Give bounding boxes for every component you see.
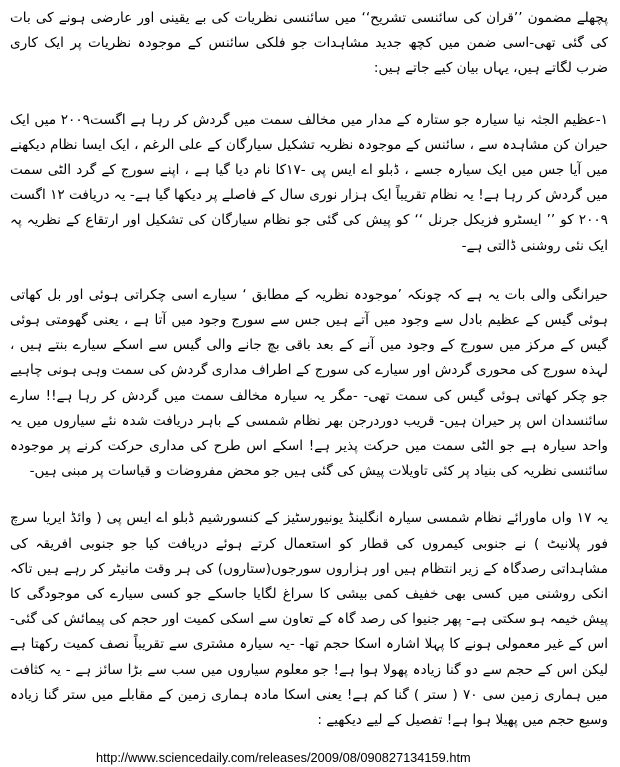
retrograde-planet-paragraph: ۱-عظیم الجثہ نیا سیارہ جو ستارہ کے مدار میں مخالف سمت میں گردش کر رہا ہے اگست۲۰۰۹ میں ایک حیران کن مشاہدہ سے ، سائنس کے موجودہ نظریہ تشکیل سیارگان کے علی الرغم ، ایک ایسا نظام دیکھنے میں آیا جس میں ایک سیارہ جسے ، ڈبلو اے ایس پی -۱۷کا نام دیا گیا ہے ، اپنے سورج کے گرد الٹی سمت میں گردش کر رہا ہے! یہ نظام تقریباً ایک ہزار نوری سال کے فاصلے پر دیکھا گیا ہے- یہ دریافت ۱۲ اگست ۲۰۰۹ کو ’’ ایسٹرو فزیکل جرنل ‘‘ کو پیش کی گئی جو نظام سیارگان کی تشکیل اور ارتقاع کے نظریہ پہ ایک نئی روشنی ڈالتی ہے- <box>10 111 608 254</box>
source-link[interactable]: http://www.sciencedaily.com/releases/2009/08/090827134159.htm <box>96 750 471 766</box>
intro-paragraph: پچھلے مضمون ’’قران کی سائنسی تشریح‘‘ میں سائنسی نظریات کی بے یقینی اور عارضی ہونے کی بات کی گئی تھی-اسی ضمن میں کچھ جدید مشاہدات جو فلکی سائنس کے موجودہ نظریات پر ایک کاری ضرب لگاتے ہیں، یہاں بیان کیے جاتے ہیں: <box>10 10 608 77</box>
discovery-details-paragraph: یہ ۱۷ واں ماورائے نظام شمسی سیارہ انگلینڈ یونیورسٹیز کے کنسورشیم ڈبلو اے ایس پی ( وائڈ ایریا سرچ فور پلانیٹ ) نے جنوبی کیمروں کی قطار کو استعمال کرتے ہوئے دریافت کیا جو جنوبی افریقہ کی مشاہداتی رصدگاہ کے زیر انتظام ہیں اور ہزاروں سورجوں(ستاروں) کی ہر وقت مانیٹر کر رہے ہیں تاکہ انکی روشنی میں کسی بھی خفیف کمی بیشی کا سراغ لگایا جاسکے جو کسی سیارے کی موجودگی کا پیش خیمہ ہو سکتی ہے- پھر جنیوا کی رصد گاہ کے تعاون سے اسکی کمیت اور حجم کی پیمائش کی گئی- اس کے غیر معمولی ہونے کا پہلا اشارہ اسکا حجم تھا- -یہ سیارہ مشتری سے تقریباً نصف کمیت رکھتا ہے لیکن اس کے حجم سے دو گنا زیادہ پھولا ہوا ہے! جو معلوم سیاروں میں سب سے بڑا سائز ہے - یہ کثافت میں ہماری زمین سی ۷۰ ( ستر ) گنا کم ہے! یعنی اسکا مادہ ہماری زمین کے مقابلے میں ستر گنا زیادہ وسیع حجم میں پھیلا ہوا ہے! تفصیل کے لیے دیکھیے : <box>10 510 609 729</box>
surprise-paragraph: حیرانگی والی بات یہ ہے کہ چونکہ ’موجودہ نظریہ کے مطابق ‘ سیارے اسی چکراتی ہوئی اور بل کھاتی ہوئی گیس کے عظیم بادل سے وجود میں آتے ہیں جس سے سورج وجود میں آتا ہے ، یعنی گھومتی ہوئی گیس کے مرکز میں سورج کے وجود میں آنے کے بعد باقی بچ جانے والی گیس سے اسکے سیارے بنتے ہیں ، لہذہ سورج کی محوری گردش اور سیارے کی سورج کے اطراف مداری گردش کی سمت وہی ہونی چاہیے جو چکر کھاتی ہوئی گیس کی سمت تھی- -مگر یہ سیارہ مخالف سمت میں گردش کر رہا ہے!! سارے سائنسدان اس پر حیران ہیں- قریب دوردرجن بھر نظام شمسی کے باہر دریافت شدہ نئے سیاروں میں یہ واحد سیارہ ہے جو الٹی سمت میں حرکت پذیر ہے! اسکے اس طرح کی مداری حرکت کرنے پر موجودہ سائنسی نظریہ کی بنیاد پر کئی تاویلات پیش کی گئی ہیں جو محض مفروضات و قیاسات پر مبنی ہیں- <box>10 286 608 480</box>
